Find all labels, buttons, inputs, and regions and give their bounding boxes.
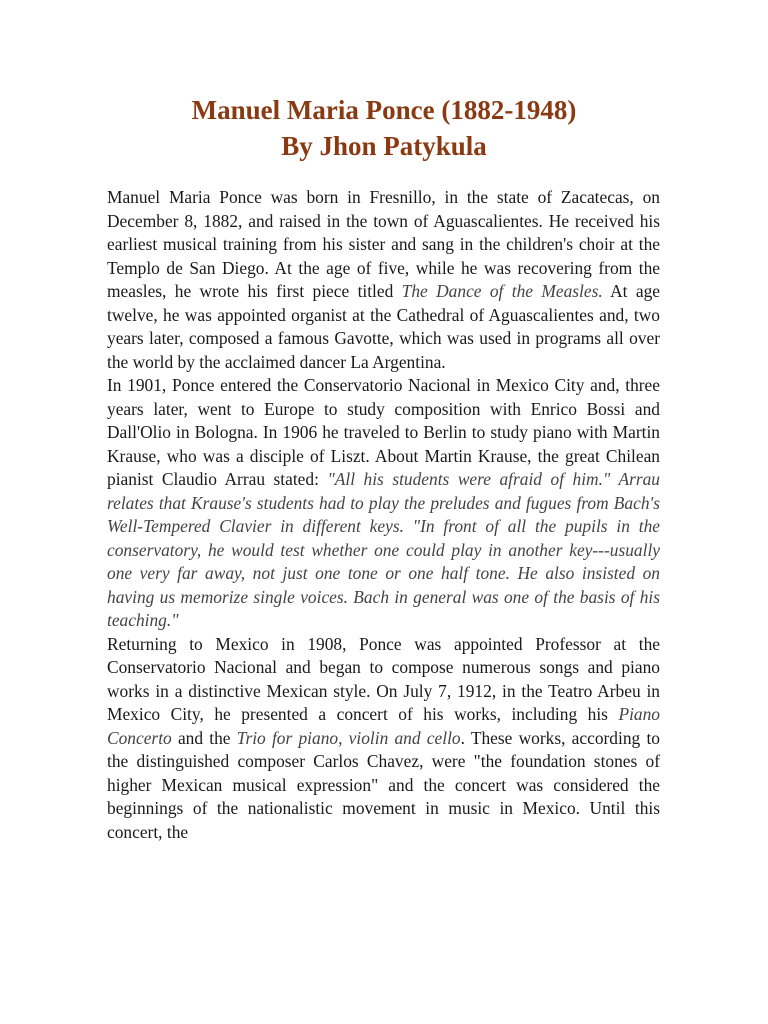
paragraph-3-text-2: and the [171, 727, 237, 748]
paragraph-3-italic-1: Piano Concerto [107, 704, 660, 748]
paragraph-1-text-2: At age twelve, he was appointed organist at the Cathedral of Aguascalientes and, two years later, composed a famous Gavotte, which was used in programs all over the world by the acclaimed dancer La Argentina. [107, 281, 660, 372]
page-title [0, 92, 768, 164]
paragraph-1-text-1: Manuel Maria Ponce was born in Fresnillo, in the state of Zacatecas, on December 8, 1882, and raised in the town of Aguascalientes. He received his earliest musical training from his sister and sang in the children's choir at the Templo de San Diego. At the age of five, while he was recovering from the measles, he wrote his first piece titled [107, 187, 660, 301]
title-line-1: Manuel Maria Ponce (1882-1948) [191, 95, 577, 125]
paragraph-2 [107, 374, 660, 633]
paragraph-1-italic-title: The Dance of the Measles. [401, 281, 603, 301]
paragraph-2-text-1: In 1901, Ponce entered the Conservatorio Nacional in Mexico City and, three years later, went to Europe to study composition with Enrico Bossi and Dall'Olio in Bologna. In 1906 he traveled to Berlin to study piano with Martin Krause, who was a disciple of Liszt. About Martin Krause, the great Chilean pianist Claudio Arrau stated: [107, 375, 660, 489]
article-body [107, 186, 660, 844]
paragraph-1 [107, 186, 660, 374]
title-line-2: By Jhon Patykula [281, 131, 487, 161]
paragraph-3 [107, 633, 660, 845]
paragraph-3-text-3: . These works, according to the distinguished composer Carlos Chavez, were "the foundation stones of higher Mexican musical expression" and the concert was considered the beginnings of the nationalistic movement in music in Mexico. Until this concert, the [107, 727, 660, 842]
paragraph-3-text-1: Returning to Mexico in 1908, Ponce was appointed Professor at the Conservatorio Nacional and began to compose numerous songs and piano works in a distinctive Mexican style. On July 7, 1912, in the Teatro Arbeu in Mexico City, he presented a concert of his works, including his [107, 633, 660, 724]
paragraph-2-quote: "All his students were afraid of him." Arrau relates that Krause's students had to play the preludes and fugues from Bach's Well-Tempered Clavier in different keys. "In front of all the pupils in the conservatory, he would test whether one could play in another key---usually one very far away, not just one tone or one half tone. He also insisted on having us memorize single voices. Bach in general was one of the basis of his teaching." [107, 469, 660, 630]
paragraph-3-italic-2: Trio for piano, violin and cello [236, 727, 461, 748]
